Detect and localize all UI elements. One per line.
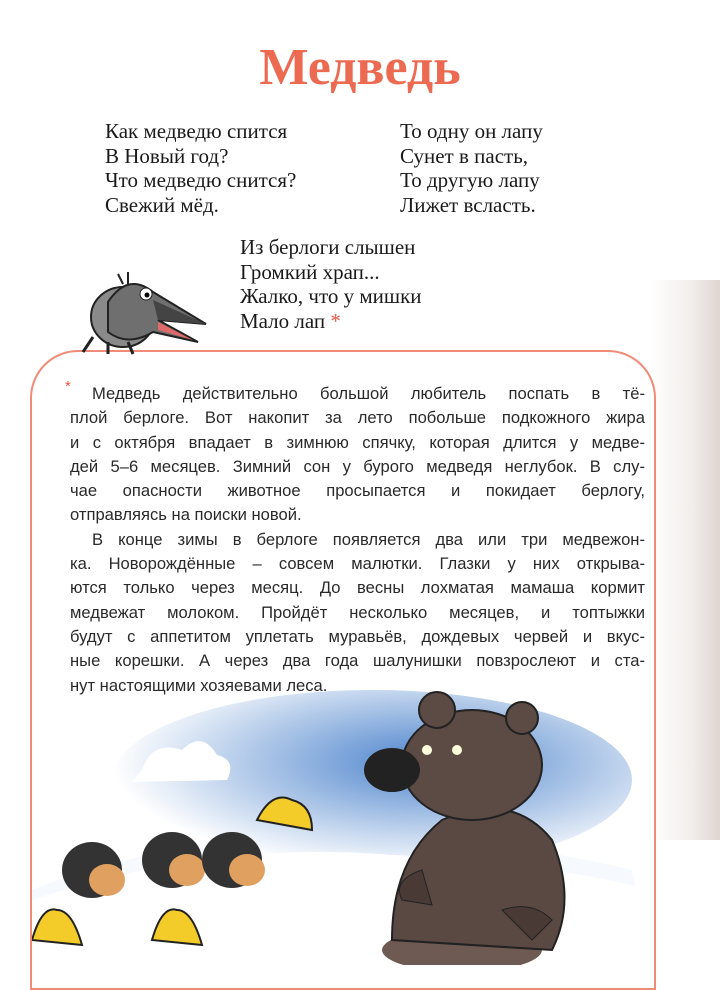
winter-illustration [32, 670, 672, 965]
note-line: ются только через месяц. До весны лохматая мамаша кормит [70, 578, 645, 598]
poem-line: Сунет в пасть, [400, 143, 529, 168]
poem-line-text: Мало лап [240, 308, 326, 333]
note-line: отправляясь на поиски новой. [70, 505, 302, 525]
note-line: дей 5–6 месяцев. Зимний сон у бурого медведя неглубок. В слу- [70, 456, 645, 476]
note-line: медвежат молоком. Пройдёт несколько месяцев, и топтыжки [70, 602, 645, 622]
poem-line: Что медведю снится? [105, 168, 297, 192]
note-text [70, 382, 645, 698]
poem-stanza-1 [105, 119, 296, 217]
poem-line: Из берлоги слышен [240, 235, 416, 259]
note-line: чае опасности животное просыпается и покидает берлогу, [70, 481, 645, 501]
poem-stanza-2 [400, 119, 543, 217]
note-line: В конце зимы в берлоге появляется два или три медвежон- [92, 529, 645, 549]
poem-line: В Новый год? [105, 143, 229, 168]
poem-line: Свежий мёд. [105, 192, 219, 217]
note-line: плой берлоге. Вот накопит за лето побольше подкожного жира [70, 408, 645, 428]
crow-illustration [78, 262, 210, 358]
note-line: и с октября впадает в зимнюю спячку, которая длится у медве- [70, 432, 645, 452]
note-line: нут настоящими хозяевами леса. [70, 675, 328, 695]
note-footnote-mark: * [65, 378, 71, 395]
note-line: Медведь действительно большой любитель поспать в тё- [92, 384, 645, 403]
poem-stanza-3 [240, 235, 422, 333]
poem-line: Жалко, что у мишки [240, 284, 422, 308]
note-line: ка. Новорождённые – совсем малютки. Глазки у них открыва- [70, 554, 645, 574]
note-line: будут с аппетитом уплетать муравьёв, дождевых червей и вкус- [70, 626, 645, 646]
poem-line: То другую лапу [400, 168, 540, 192]
note-line: ные корешки. А через два года шалунишки повзрослеют и ста- [70, 651, 645, 671]
poem-line: Как медведю спится [105, 119, 288, 143]
poem-line: Лижет всласть. [400, 192, 536, 217]
page-title: Медведь [259, 39, 461, 96]
poem-line: Громкий храп... [240, 259, 380, 284]
poem-line: То одну он лапу [400, 119, 543, 143]
poem-line [240, 309, 422, 334]
footnote-mark: * [330, 308, 341, 333]
